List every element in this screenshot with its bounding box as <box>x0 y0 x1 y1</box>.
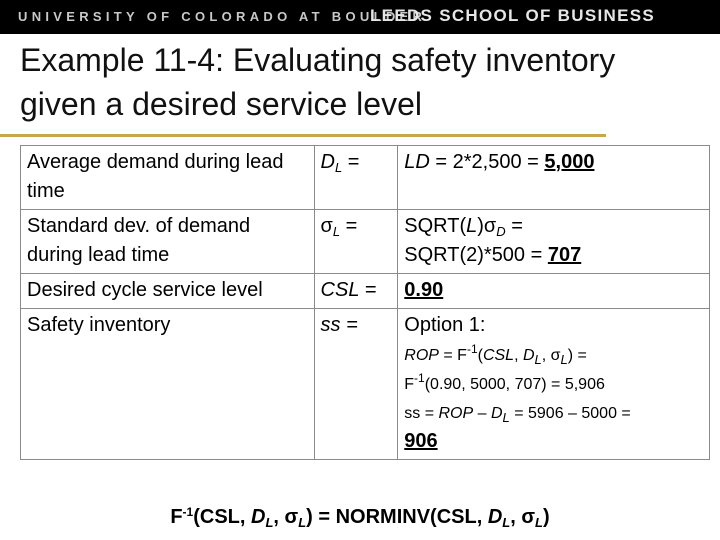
value-result: 5,000 <box>544 151 595 173</box>
value-expression: LD = 2*2,500 = <box>404 151 545 173</box>
row-value <box>398 309 710 460</box>
university-name: UNIVERSITY OF COLORADO AT BOULDER <box>18 9 427 24</box>
rop-line-1: ROP = $F^{-1}(CSL$, $D_L$, $\sigma_L$) = <box>404 342 587 367</box>
title-divider <box>0 134 606 137</box>
row-label: Desired cycle service level <box>21 274 315 309</box>
slide-title: Example 11-4: Evaluating safety inventory given a desired service level <box>20 42 616 122</box>
symbol-subscript: L <box>335 160 343 175</box>
symbol-equals: = <box>342 151 360 173</box>
row-symbol <box>314 210 398 274</box>
value-result: 707 <box>547 244 582 266</box>
footer-formula: $F^{-1}(CSL$, $D_L$, $\sigma_L$) = NORMINV(CSL, $D_L$, $\sigma_L$) <box>170 505 550 530</box>
row-value <box>398 210 710 274</box>
example-table <box>20 145 710 460</box>
value-result: 906 <box>404 430 438 452</box>
symbol-subscript: L <box>332 224 341 239</box>
table-row <box>21 274 710 309</box>
row-value <box>398 274 710 309</box>
row-label: Safety inventory <box>21 309 315 460</box>
table-row <box>21 210 710 274</box>
symbol-text: σ <box>320 215 333 237</box>
option-title: Option 1: <box>404 314 486 336</box>
row-label: Standard dev. of demand during lead time <box>21 210 315 274</box>
value-line-2: SQRT(2)*500 = <box>404 244 548 266</box>
row-symbol <box>314 274 398 309</box>
table-row <box>21 146 710 210</box>
value-line-1: $SQRT(L)\sigma_D$ = <box>404 215 523 239</box>
symbol-equals: = <box>340 215 358 237</box>
row-value <box>398 146 710 210</box>
school-name: LEEDS SCHOOL OF BUSINESS <box>370 6 655 25</box>
header-banner <box>0 0 720 34</box>
symbol-text: ss = <box>320 314 358 336</box>
rop-line-2: $F^{-1}(0.90$, 5000, 707) = 5,906 <box>404 371 605 393</box>
ss-line: ss = ROP – $D_L = 5906 - 5000$ = <box>404 405 631 425</box>
value-result: 0.90 <box>404 279 444 301</box>
table-row <box>21 309 710 460</box>
row-symbol <box>314 309 398 460</box>
symbol-text: D <box>320 151 335 173</box>
row-symbol <box>314 146 398 210</box>
symbol-text: CSL = <box>320 279 377 301</box>
row-label: Average demand during lead time <box>21 146 315 210</box>
